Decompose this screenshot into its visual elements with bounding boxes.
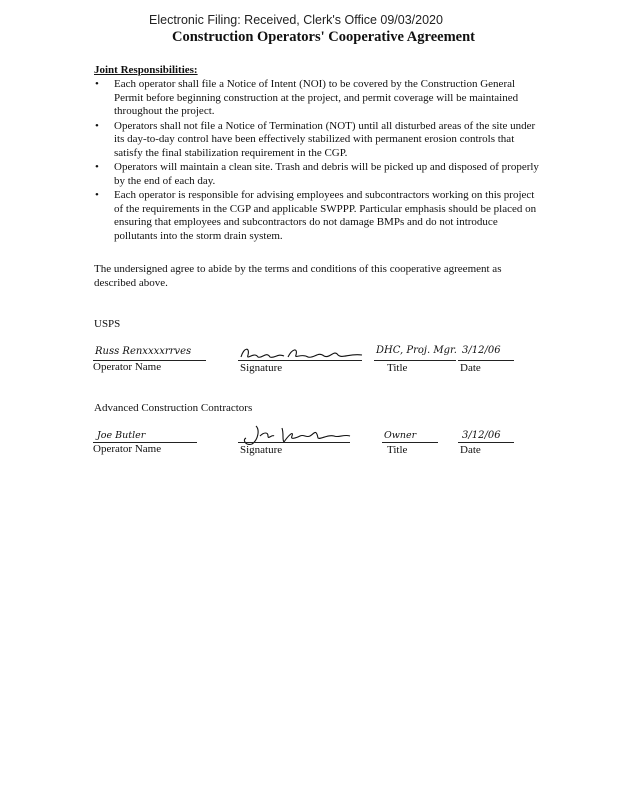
responsibilities-heading: Joint Responsibilities: [94, 64, 198, 76]
document-title: Construction Operators' Cooperative Agreement [172, 29, 475, 45]
date-label: Date [460, 362, 481, 374]
handwritten-title: DHC, Proj. Mgr. [376, 345, 457, 356]
handwritten-title: Owner [384, 430, 417, 441]
party-name-usps: USPS [94, 318, 121, 330]
operator-name-label: Operator Name [93, 443, 162, 455]
list-item: • Each operator is responsible for advising employees and subcontractors working on this project of the requirements in the CGP and applicable SWPPP. Particular emphasis should be placed on ensuring that employees and subcontractors do not damage BMPs and do not introduce pollutants into the storm drain system. [94, 189, 540, 243]
signature-line [238, 360, 362, 361]
list-item: • Operators will maintain a clean site. Trash and debris will be picked up and disposed of properly by the end of each day. [94, 161, 540, 188]
filing-stamp: Electronic Filing: Received, Clerk's Office 09/03/2020 [149, 13, 443, 27]
date-label: Date [460, 444, 481, 456]
signature-label: Signature [240, 444, 283, 456]
signature-label: Signature [240, 362, 283, 374]
signature-block-usps [0, 343, 623, 383]
date-line [458, 442, 514, 443]
title-line [382, 442, 438, 443]
operator-name-label: Operator Name [93, 361, 162, 373]
list-item: • Each operator shall file a Notice of Intent (NOI) to be covered by the Construction General Permit before beginning construction at the project, and permit coverage will be maintained throughout the project. [94, 78, 540, 119]
signature-block-acc [0, 426, 623, 466]
date-line [458, 360, 514, 361]
title-label: Title [387, 444, 408, 456]
agreement-statement: The undersigned agree to abide by the terms and conditions of this cooperative agreement as described above. [94, 263, 502, 289]
signature-line [238, 442, 350, 443]
title-line [374, 360, 456, 361]
party-name-acc: Advanced Construction Contractors [94, 402, 253, 414]
title-label: Title [387, 362, 408, 374]
list-item: • Operators shall not file a Notice of Termination (NOT) until all disturbed areas of the site under its day-to-day control have been effectively stabilized with permanent erosion controls that satisfy the final stabilization requirement in the CGP. [94, 120, 540, 161]
handwritten-date: 3/12/06 [462, 430, 501, 441]
handwritten-operator-name: Joe Butler [97, 430, 146, 441]
handwritten-operator-name: Russ Renxxxxrrves [95, 346, 192, 357]
handwritten-date: 3/12/06 [462, 345, 501, 356]
responsibilities-list [94, 78, 540, 244]
